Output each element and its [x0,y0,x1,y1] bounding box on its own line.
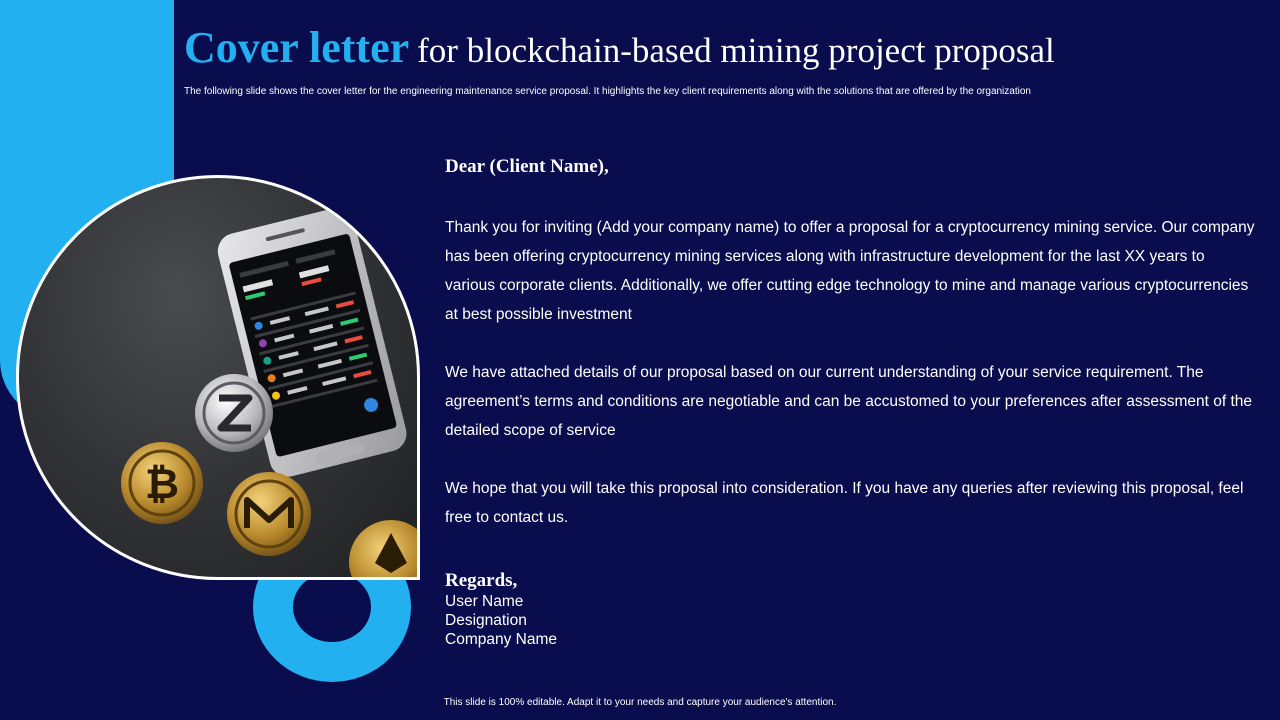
crypto-phone-coins-photo [16,175,420,580]
letter-salutation: Dear (Client Name), [445,156,609,177]
title-accent: Cover letter [184,23,410,72]
bitcoin-coin-icon [121,442,203,524]
letter-paragraph-1: Thank you for inviting (Add your company name) to offer a proposal for a cryptocurrency mining service. Our company has been offering cryptocurrency mining services along with infrastructure development for the last XX years to various corporate clients. Additionally, we offer cutting edge technology to mine and manage various cryptocurrencies at best possible investment [445,219,1255,323]
letter-paragraph-2: We have attached details of our proposal based on our current understanding of your service requirement. The agreement’s terms and conditions are negotiable and can be accustomed to your preferences after assessment of the detailed scope of service [445,364,1253,439]
monero-coin-icon [227,472,311,556]
letter-closing: Regards, [445,570,518,591]
page-title [184,22,1055,73]
footer-note: This slide is 100% editable. Adapt it to your needs and capture your audience's attention. [443,697,837,708]
svg-text:₿: ₿ [144,460,180,507]
page-subtitle: The following slide shows the cover letter for the engineering maintenance service proposal. It highlights the key client requirements along with the solutions that are offered by the organization [184,86,1031,97]
silver-coin-icon [195,374,273,452]
cover-letter [445,156,1257,649]
title-rest: for blockchain-based mining project proposal [417,31,1055,70]
ethereum-coin-icon [349,520,420,580]
signature-designation: Designation [445,612,527,629]
signature-company: Company Name [445,631,557,648]
letter-paragraph-3: We hope that you will take this proposal into consideration. If you have any queries after reviewing this proposal, feel free to contact us. [445,480,1244,526]
signature-name: User Name [445,593,524,610]
photo-illustration [19,178,420,580]
